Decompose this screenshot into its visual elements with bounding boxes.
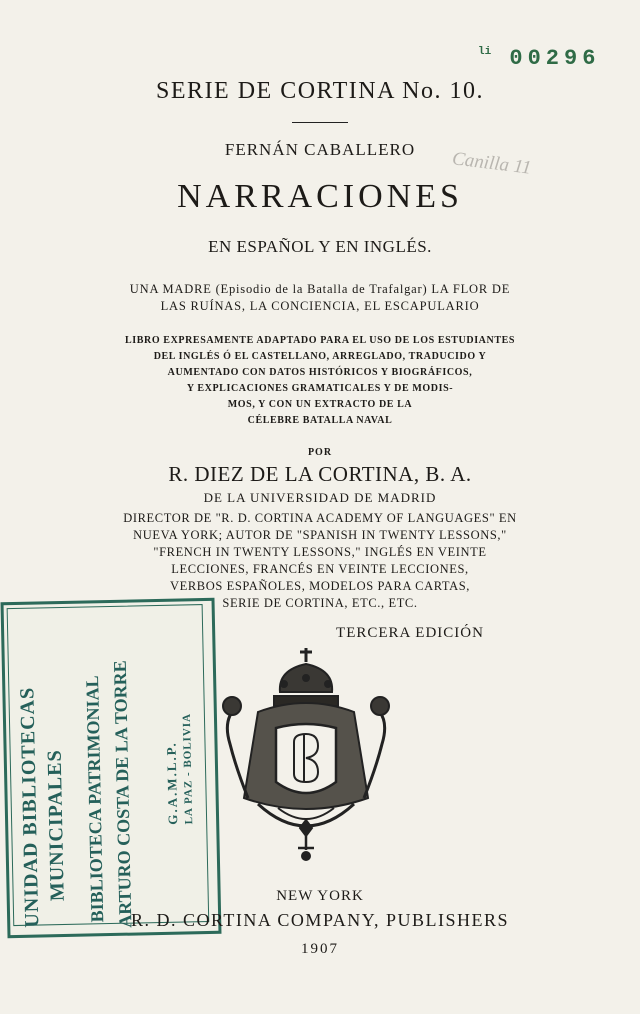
description-line: MOS, Y CON UN EXTRACTO DE LA bbox=[227, 399, 413, 410]
description-block bbox=[0, 333, 640, 429]
description-line: CÉLEBRE BATALLA NAVAL bbox=[247, 415, 393, 426]
credentials-line: DIRECTOR DE "R. D. CORTINA ACADEMY OF LANGUAGES" EN bbox=[123, 511, 517, 525]
description-line: DEL INGLÉS Ó EL CASTELLANO, ARREGLADO, TRADUCIDO Y bbox=[153, 351, 487, 362]
credentials-line: VERBOS ESPAÑOLES, MODELOS PARA CARTAS, bbox=[169, 579, 471, 593]
credentials-line: LECCIONES, FRANCÉS EN VEINTE LECCIONES, bbox=[171, 562, 469, 576]
stories-line: UNA MADRE (Episodio de la Batalla de Trafalgar) LA FLOR DE bbox=[129, 282, 511, 296]
author-name: FERNÁN CABALLERO bbox=[224, 140, 416, 159]
coat-of-arms-icon bbox=[218, 648, 394, 866]
stamp-code: LA PAZ - BOLIVIA bbox=[180, 712, 196, 825]
credentials-line: SERIE DE CORTINA, ETC., ETC. bbox=[222, 596, 418, 610]
description-line: AUMENTADO CON DATOS HISTÓRICOS Y BIOGRÁFICOS, bbox=[167, 367, 473, 378]
edition-label: TERCERA EDICIÓN bbox=[336, 625, 484, 641]
stamp-text-line: MUNICIPALES bbox=[43, 749, 69, 902]
description-line: Y EXPLICACIONES GRAMATICALES Y DE MODIS- bbox=[186, 383, 454, 394]
credentials-line: NUEVA YORK; AUTOR DE "SPANISH IN TWENTY LESSONS," bbox=[133, 528, 507, 542]
publisher-city: NEW YORK bbox=[276, 888, 364, 904]
publisher-name: R. D. CORTINA COMPANY, PUBLISHERS bbox=[131, 910, 509, 930]
by-label: POR bbox=[307, 447, 333, 458]
catalog-digits: 00296 bbox=[509, 46, 601, 71]
stamp-text-line: BIBLIOTECA PATRIMONIAL bbox=[82, 675, 108, 923]
stories-list bbox=[0, 281, 640, 315]
stories-line: LAS RUÍNAS, LA CONCIENCIA, EL ESCAPULARIO bbox=[160, 299, 480, 313]
catalog-prefix: li bbox=[478, 46, 492, 58]
pencil-annotation: Canilla 11 bbox=[451, 148, 533, 179]
catalog-number bbox=[478, 46, 600, 71]
stamp-text-line: ARTURO COSTA DE LA TORRE bbox=[109, 660, 136, 928]
editor-name: R. DIEZ DE LA CORTINA, B. A. bbox=[168, 462, 472, 486]
book-title: NARRACIONES bbox=[177, 178, 463, 215]
stamp-text-line: UNIDAD BIBLIOTECAS bbox=[16, 686, 44, 928]
publication-year: 1907 bbox=[301, 941, 339, 957]
editor-credentials bbox=[0, 510, 640, 612]
series-heading: SERIE DE CORTINA No. 10. bbox=[156, 78, 484, 104]
editor-university: DE LA UNIVERSIDAD DE MADRID bbox=[203, 490, 437, 505]
book-subtitle: EN ESPAÑOL Y EN INGLÉS. bbox=[208, 237, 432, 256]
description-line: LIBRO EXPRESAMENTE ADAPTADO PARA EL USO DE LOS ESTUDIANTES bbox=[124, 335, 516, 346]
divider-rule bbox=[292, 122, 348, 123]
stamp-code: G.A.M.L.P. bbox=[163, 741, 181, 825]
credentials-line: "FRENCH IN TWENTY LESSONS," INGLÉS EN VEINTE bbox=[153, 545, 487, 559]
